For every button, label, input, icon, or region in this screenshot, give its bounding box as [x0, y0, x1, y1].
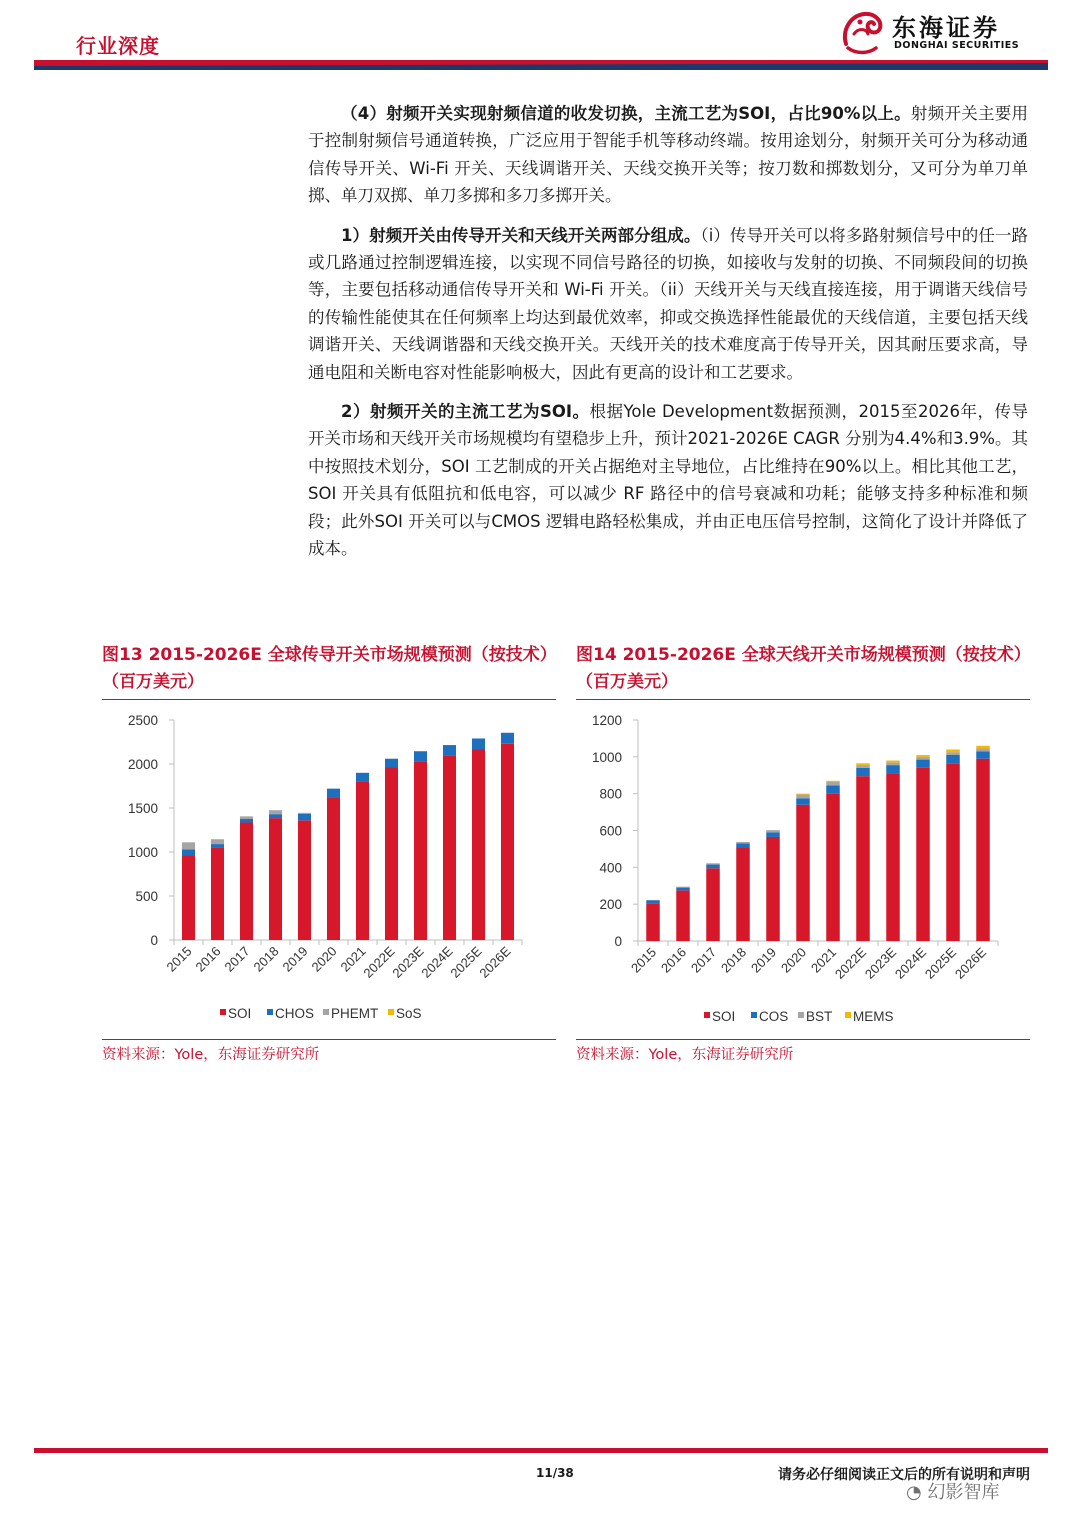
x-tick-label: 2020	[308, 943, 340, 975]
figure-source: 资料来源：Yole，东海证券研究所	[576, 1039, 1030, 1064]
bar-soi-2020	[796, 805, 810, 941]
figure-source: 资料来源：Yole，东海证券研究所	[102, 1039, 556, 1064]
bar-cos-2019	[766, 832, 780, 837]
x-tick-label: 2017	[688, 944, 720, 976]
bar-bst-2022E	[856, 765, 870, 768]
bar-cos-2021	[826, 785, 840, 793]
bar-bst-2024E	[916, 757, 930, 760]
bar-soi-2018	[736, 847, 750, 941]
legend-swatch	[323, 1009, 329, 1015]
bar-mems-2025E	[946, 749, 960, 752]
legend-swatch	[798, 1012, 804, 1018]
footer-disclaimer: 请务必仔细阅读正文后的所有说明和声明	[778, 1467, 1030, 1483]
bar-chos-2017	[240, 819, 253, 823]
bar-chos-2022E	[385, 759, 398, 768]
bar-chos-2023E	[414, 751, 427, 761]
x-tick-label: 2019	[279, 943, 311, 975]
y-tick-label: 2000	[127, 757, 158, 772]
bar-bst-2025E	[946, 752, 960, 755]
figure-title: 图13 2015-2026E 全球传导开关市场规模预测（按技术）（百万美元）	[102, 642, 556, 700]
bar-bst-2016	[676, 887, 690, 888]
y-tick-label: 200	[599, 897, 622, 913]
bar-phemt-2015	[182, 842, 195, 849]
x-tick-label: 2019	[748, 944, 780, 976]
paragraph-soi-process	[308, 398, 1028, 562]
bar-cos-2017	[706, 865, 720, 869]
bar-cos-2015	[646, 900, 660, 903]
bar-bst-2019	[766, 830, 780, 832]
bar-soi-2020	[327, 797, 340, 940]
x-tick-label: 2024E	[891, 944, 930, 982]
y-tick-label: 1000	[591, 749, 622, 765]
bar-chos-2021	[356, 773, 369, 782]
bar-soi-2019	[298, 820, 311, 940]
legend-swatch	[220, 1009, 226, 1015]
legend-label: CHOS	[275, 1006, 315, 1021]
bar-phemt-2016	[211, 839, 224, 844]
bar-soi-2021	[826, 794, 840, 941]
bar-soi-2017	[240, 823, 253, 940]
bar-chos-2026E	[501, 733, 514, 744]
x-tick-label: 2023E	[389, 943, 427, 981]
bar-cos-2018	[736, 843, 750, 847]
y-tick-label: 2500	[127, 713, 158, 728]
dragon-logo-icon	[834, 4, 890, 60]
x-tick-label: 2020	[778, 944, 810, 976]
x-tick-label: 2018	[250, 943, 282, 975]
paragraph-switch-types	[308, 222, 1028, 386]
y-tick-label: 600	[599, 823, 622, 839]
company-logo	[834, 4, 1024, 60]
bar-soi-2023E	[886, 773, 900, 941]
bar-bst-2023E	[886, 762, 900, 765]
x-tick-label: 2015	[628, 944, 660, 976]
bar-bst-2026E	[976, 749, 990, 752]
x-tick-label: 2026E	[951, 944, 990, 982]
bar-soi-2024E	[916, 768, 930, 941]
paragraph-heading: 1）射频开关由传导开关和天线开关两部分组成。	[341, 225, 701, 245]
bar-chos-2025E	[472, 738, 485, 749]
y-tick-label: 500	[135, 889, 158, 904]
x-tick-label: 2024E	[418, 943, 456, 981]
x-tick-label: 2021	[337, 943, 369, 975]
legend-swatch	[704, 1012, 710, 1018]
x-tick-label: 2023E	[861, 944, 900, 982]
x-tick-label: 2022E	[831, 944, 870, 982]
bar-soi-2026E	[976, 759, 990, 941]
bar-chos-2019	[298, 814, 311, 821]
legend-label: SOI	[228, 1006, 252, 1021]
wechat-icon: ◔	[906, 1482, 922, 1503]
logo-english-text: DONGHAI SECURITIES	[894, 40, 1020, 51]
bar-soi-2026E	[501, 744, 514, 940]
legend-label: SOI	[712, 1009, 736, 1024]
bar-soi-2015	[646, 903, 660, 941]
x-tick-label: 2022E	[360, 943, 398, 981]
bar-soi-2016	[676, 890, 690, 941]
bar-bst-2017	[706, 863, 720, 864]
x-tick-label: 2016	[192, 943, 224, 975]
bar-bst-2018	[736, 842, 750, 843]
bar-bst-2020	[796, 795, 810, 799]
bar-soi-2021	[356, 782, 369, 940]
watermark	[906, 1478, 999, 1504]
x-tick-label: 2016	[658, 944, 690, 976]
x-tick-label: 2018	[718, 944, 750, 976]
conducted-switch-chart	[102, 708, 556, 1038]
bar-mems-2024E	[916, 755, 930, 757]
bar-cos-2026E	[976, 751, 990, 758]
bar-mems-2021	[826, 781, 840, 782]
figure-14	[576, 642, 1030, 1063]
x-tick-label: 2017	[221, 943, 253, 975]
x-tick-label: 2025E	[447, 943, 485, 981]
page-number: 11/38	[536, 1466, 574, 1480]
legend-swatch	[267, 1009, 273, 1015]
paragraph-heading: （4）射频开关实现射频信道的收发切换，主流工艺为SOI，占比90%以上。	[341, 104, 911, 123]
legend-swatch	[388, 1009, 394, 1015]
bar-mems-2020	[796, 794, 810, 795]
paragraph-rf-switch	[308, 100, 1028, 210]
x-tick-label: 2021	[808, 944, 840, 976]
x-tick-label: 2026E	[476, 943, 514, 981]
legend-label: BST	[806, 1009, 833, 1024]
legend-label: PHEMT	[331, 1006, 379, 1021]
bar-soi-2022E	[385, 768, 398, 940]
bar-cos-2020	[796, 798, 810, 804]
bar-cos-2025E	[946, 755, 960, 763]
legend-label: SoS	[396, 1006, 422, 1021]
figure-title: 图14 2015-2026E 全球天线开关市场规模预测（按技术）（百万美元）	[576, 642, 1030, 700]
bar-mems-2023E	[886, 761, 900, 763]
paragraph-text: （i）传导开关可以将多路射频信号中的任一路或几路通过控制逻辑连接，以实现不同信号路径的切换，如接收与发射的切换、不同频段间的切换等，主要包括移动通信传导开关和 Wi-Fi 开关。（ii）天线开关与天线直接连接，用于调谐天线信号的传输性能使其在任何频率上均达到最优效率，抑或交换选择性能最优的天线信道，主要包括天线调谐开关、天线调谐器和天线交换开关。天线开关的技术难度高于传导开关，因其耐压要求高，导通电阻和关断电容对性能影响极大，因此有更高的设计和工艺要求。	[308, 225, 1028, 382]
logo-chinese-text: 东海证券	[892, 14, 1000, 42]
y-tick-label: 800	[599, 786, 622, 802]
antenna-switch-chart	[576, 708, 1030, 1038]
y-tick-label: 1200	[591, 713, 622, 728]
paragraph-text: 射频开关主要用于控制射频信号通道转换，广泛应用于智能手机等移动终端。按用途划分，射频开关可分为移动通信传导开关、Wi-Fi 开关、天线调谐开关、天线交换开关等；按刀数和掷数划分，又可分为单刀单掷、单刀双掷、单刀多掷和多刀多掷开关。	[308, 104, 1028, 206]
bar-bst-2015	[646, 900, 660, 901]
y-tick-label: 0	[150, 933, 158, 948]
y-tick-label: 1500	[127, 801, 158, 816]
bar-cos-2023E	[886, 765, 900, 773]
bar-soi-2022E	[856, 776, 870, 941]
bar-chos-2020	[327, 789, 340, 798]
bar-chos-2018	[269, 814, 282, 818]
bar-cos-2022E	[856, 768, 870, 776]
y-tick-label: 0	[614, 934, 622, 949]
x-tick-label: 2015	[163, 943, 195, 975]
section-title: 行业深度	[76, 34, 160, 58]
bar-soi-2023E	[414, 761, 427, 940]
x-tick-label: 2025E	[921, 944, 960, 982]
paragraph-heading: 2）射频开关的主流工艺为SOI。	[341, 402, 590, 422]
bar-soi-2024E	[443, 755, 456, 940]
bar-soi-2019	[766, 837, 780, 941]
bar-soi-2025E	[472, 749, 485, 940]
figure-13	[102, 642, 556, 1063]
paragraph-text: 根据Yole Development数据预测，2015至2026年，传导开关市场和天线开关市场规模均有望稳步上升，预计2021-2026E CAGR 分别为4.4%和3.9%。其中按照技术划分，SOI 工艺制成的开关占据绝对主导地位，占比维持在90%以上。相比其他工艺，SOI 开关具有低阻抗和低电容，可以减少 RF 路径中的信号衰减和功耗；能够支持多种标准和频段；此外SOI 开关可以与CMOS 逻辑电路轻松集成，并由正电压信号控制，这简化了设计并降低了成本。	[308, 402, 1028, 559]
bar-cos-2024E	[916, 760, 930, 768]
legend-label: MEMS	[853, 1009, 894, 1024]
y-tick-label: 1000	[127, 845, 158, 860]
footer-divider	[34, 1448, 1048, 1453]
bar-soi-2015	[182, 856, 195, 940]
bar-soi-2025E	[946, 763, 960, 941]
legend-label: COS	[759, 1009, 789, 1024]
header-bar	[34, 60, 1048, 70]
body-text	[308, 100, 1028, 575]
bar-phemt-2017	[240, 816, 253, 819]
bar-chos-2015	[182, 849, 195, 855]
bar-soi-2016	[211, 848, 224, 940]
y-tick-label: 400	[599, 860, 622, 876]
bar-chos-2024E	[443, 745, 456, 755]
bar-cos-2016	[676, 888, 690, 891]
legend-swatch	[751, 1012, 757, 1018]
legend-swatch	[845, 1012, 851, 1018]
bar-soi-2017	[706, 868, 720, 941]
watermark-text: 幻影智库	[927, 1482, 1000, 1503]
bar-mems-2026E	[976, 746, 990, 749]
bar-bst-2021	[826, 782, 840, 786]
bar-soi-2018	[269, 818, 282, 940]
bar-phemt-2019	[298, 813, 311, 814]
bar-phemt-2018	[269, 810, 282, 814]
bar-chos-2016	[211, 844, 224, 848]
bar-mems-2022E	[856, 763, 870, 765]
